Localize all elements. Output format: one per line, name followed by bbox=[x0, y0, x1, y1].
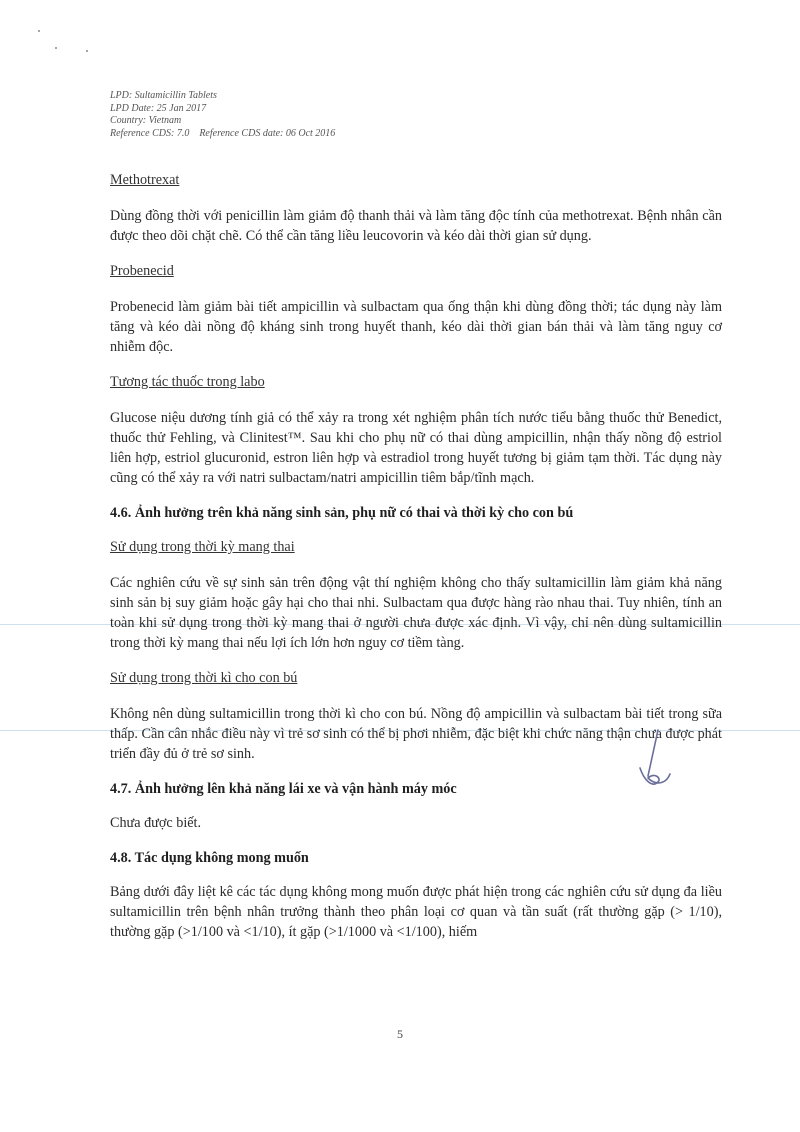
page-number: 5 bbox=[397, 1027, 403, 1041]
paragraph: Bảng dưới đây liệt kê các tác dụng không mong muốn được phát hiện trong các nghiên cứu sử dụng đa liều sultamicillin trên bệnh nhân trưởng thành theo phân loại cơ quan và tần suất (rất thường gặp (> 1/10), thường gặp (>1/100 và <1/10), ít gặp (>1/1000 và <1/100), hiếm bbox=[110, 884, 722, 940]
paragraph: Chưa được biết. bbox=[110, 815, 202, 831]
header-line: LPD Date: 25 Jan 2017 bbox=[110, 102, 207, 114]
document-body bbox=[110, 170, 722, 957]
section-heading-4-8: 4.8. Tác dụng không mong muốn bbox=[110, 850, 309, 866]
section-heading-4-7: 4.7. Ảnh hưởng lên khả năng lái xe và vận hành máy móc bbox=[110, 781, 457, 797]
subheading-probenecid: Probenecid bbox=[110, 263, 174, 279]
paragraph: Glucose niệu dương tính giả có thể xảy ra trong xét nghiệm phân tích nước tiểu bằng thuốc thử Benedict, thuốc thử Fehling, và Clinitest™. Sau khi cho phụ nữ có thai dùng ampicillin, nhận thấy nồng độ estriol liên hợp, estriol glucuronid, estron liên hợp và estradiol trong huyết tương bị giảm tạm thời. Tác dụng này cũng có thể xảy ra với natri sulbactam/natri ampicillin tiêm bắp/tĩnh mạch. bbox=[110, 410, 722, 486]
subheading-breastfeeding: Sử dụng trong thời kì cho con bú bbox=[110, 670, 298, 686]
header-line: LPD: Sultamicillin Tablets bbox=[110, 90, 217, 101]
paragraph: Không nên dùng sultamicillin trong thời kì cho con bú. Nồng độ ampicillin và sulbactam bài tiết trong sữa thấp. Cần cân nhắc điều này vì trẻ sơ sinh có thể bị phơi nhiễm, đặc biệt khi chức năng thận chưa được phát triển đầy đủ ở trẻ sơ sinh. bbox=[110, 706, 722, 762]
scan-speck bbox=[86, 50, 88, 52]
subheading-methotrexat: Methotrexat bbox=[110, 172, 180, 188]
header-line: Country: Vietnam bbox=[110, 115, 182, 126]
paragraph: Probenecid làm giảm bài tiết ampicillin và sulbactam qua ống thận khi dùng đồng thời; tác dụng này làm tăng và kéo dài nồng độ kháng sinh trong huyết thanh, kéo dài thời gian bán thải và làm tăng nguy cơ nhiễm độc. bbox=[110, 299, 722, 355]
subheading-pregnancy: Sử dụng trong thời kỳ mang thai bbox=[110, 539, 295, 555]
header-line: Reference CDS: 7.0 Reference CDS date: 06 Oct 2016 bbox=[110, 127, 336, 139]
subheading-lab-interactions: Tương tác thuốc trong labo bbox=[110, 374, 265, 390]
scan-speck bbox=[38, 30, 40, 32]
paragraph: Các nghiên cứu về sự sinh sản trên động vật thí nghiệm không cho thấy sultamicillin làm giảm khả năng sinh sản bị suy giảm hoặc gây hại cho thai nhi. Sulbactam qua được hàng rào nhau thai. Tuy nhiên, tính an toàn khi sử dụng trong thời kỳ mang thai ở người chưa được xác định. Vì vậy, chỉ nên dùng sultamicillin trong thời kỳ mang thai nếu lợi ích lớn hơn nguy cơ tiềm tàng. bbox=[110, 575, 722, 651]
section-heading-4-6: 4.6. Ảnh hưởng trên khả năng sinh sản, phụ nữ có thai và thời kỳ cho con bú bbox=[110, 505, 574, 521]
scan-speck bbox=[55, 47, 57, 49]
document-header bbox=[110, 90, 335, 140]
handwritten-initials-mark bbox=[618, 728, 678, 798]
paragraph: Dùng đồng thời với penicillin làm giảm độ thanh thải và làm tăng độc tính của methotrexat. Bệnh nhân cần được theo dõi chặt chẽ. Có thể cần tăng liều leucovorin và kéo dài thời gian sử dụng. bbox=[110, 208, 722, 244]
